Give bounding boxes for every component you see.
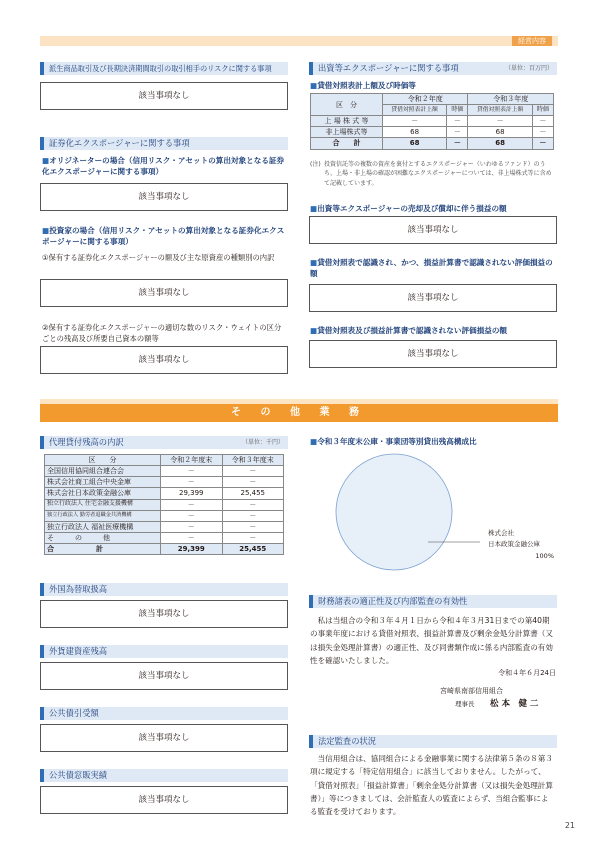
audit-body: 私は当組合の令和３年４月１日から令和４年３月31日までの第40期の事業年度における貸借対照表、損益計算書及び剰余金処分計算書（又は損失金処理計算書）の適正性、及び同書類作成に係る内部監査の有効性を確認いたしました。 — [310, 616, 553, 665]
header-bar — [40, 36, 558, 46]
equity-sale-subheading: ■ 出資等エクスポージャーの売却及び償却に伴う損益の額 — [310, 203, 556, 214]
investor-subheading: ■ 投資家の場合（信用リスク・アセットの算出対象となる証券化エクスポージャーに関する事項） — [42, 225, 288, 247]
originator-box: 該当事項なし — [40, 183, 288, 211]
cell: － — [447, 116, 468, 127]
table-row — [45, 532, 284, 543]
derivatives-section-title: 派生商品取引及び長期決済期間取引の取引相手のリスクに関する事項 — [40, 62, 288, 75]
equity-sale-box: 該当事項なし — [309, 216, 557, 244]
table-total-row — [45, 544, 284, 555]
equity-bs-box: 該当事項なし — [309, 284, 557, 312]
fx-title: 外国為替取扱高 — [40, 583, 288, 596]
cell: － — [161, 521, 223, 532]
cell: 25,455 — [222, 544, 284, 555]
equity-col-fv1: 時価 — [447, 105, 468, 116]
row-label: 合 計 — [45, 544, 161, 555]
equity-col-category: 区 分 — [311, 94, 383, 116]
fx-box: 該当事項なし — [40, 600, 288, 628]
equity-col-bs2: 貸借対照表計上額 — [468, 105, 532, 116]
equity-col-bs1: 貸借対照表計上額 — [383, 105, 447, 116]
table-row — [45, 499, 284, 510]
equity-col-y2: 令和３年度 — [468, 94, 554, 105]
cell: － — [447, 127, 468, 138]
table-row — [311, 127, 554, 138]
cell: － — [222, 477, 284, 488]
cell: － — [161, 532, 223, 543]
row-label: 合 計 — [311, 138, 383, 149]
page-number: 21 — [564, 821, 575, 830]
header-tag: 経営内容 — [512, 36, 552, 46]
pie-label-line1: 株式会社 — [488, 529, 514, 537]
loan-col-category: 区 分 — [45, 455, 161, 466]
cell: － — [222, 499, 284, 510]
equity-footnote — [310, 160, 556, 188]
securitization-section-title: 証券化エクスポージャーに関する事項 — [40, 137, 288, 150]
audit-role: 理事長 — [455, 700, 475, 708]
public-bond-underwriting-title: 公共債引受額 — [40, 707, 288, 720]
row-label: 株式会社商工組合中央金庫 — [45, 477, 161, 488]
table-total-row — [311, 138, 554, 149]
cell: － — [161, 477, 223, 488]
row-label: 独立行政法人 勤労者退職金共済機構 — [45, 510, 161, 521]
cell: － — [161, 499, 223, 510]
cell: 68 — [468, 138, 532, 149]
cell: － — [383, 116, 447, 127]
cell: － — [161, 466, 223, 477]
cell: － — [468, 116, 532, 127]
public-bond-sales-box: 該当事項なし — [40, 786, 288, 814]
equity-unrecognized-subheading: ■ 貸借対照表及び損益計算書で認識されない評価損益の額 — [310, 325, 556, 336]
agency-loan-title: 代理貸付残高の内訳 （単位：千円） — [40, 436, 288, 449]
cell: － — [222, 466, 284, 477]
agency-loan-unit: （単位：千円） — [241, 439, 284, 446]
audit-title: 財務諸表の適正性及び内部監査の有効性 — [309, 595, 557, 608]
cell: － — [222, 510, 284, 521]
pie-slice-jfc — [336, 454, 452, 570]
agency-loan-table — [44, 454, 284, 555]
legal-audit-title: 法定監査の状況 — [309, 735, 557, 748]
pie-label-pct: 100% — [535, 552, 554, 560]
equity-bs-subheading: ■ 貸借対照表で認識され、かつ、損益計算書で認識されない評価損益の額 — [310, 257, 556, 279]
cell: 29,399 — [161, 488, 223, 499]
table-row — [45, 510, 284, 521]
row-label: 上 場 株 式 等 — [311, 116, 383, 127]
audit-name: 松 本 健 二 — [490, 699, 539, 709]
loan-col-y1: 令和２年度末 — [161, 455, 223, 466]
cell: － — [222, 521, 284, 532]
cell: 68 — [383, 138, 447, 149]
cell: － — [161, 510, 223, 521]
footnote-mark: (注) — [310, 161, 321, 168]
originator-subheading: ■ オリジネーターの場合（信用リスク・アセットの算出対象となる証券化エクスポージャーに関する事項） — [42, 155, 288, 177]
investor-item-2: ②保有する証券化エクスポージャーの適切な数のリスク・ウェイトの区分ごとの残高及び所要自己資本の額等 — [42, 323, 282, 344]
investor-box-1: 該当事項なし — [40, 279, 288, 307]
footnote-text: 投資信託等の複数の資産を裏付とするエクスポージャー（いわゆるファンド）のうち、上場・非上場の確認が困難なエクスポージャーについては、非上場株式等に含めて記載しています。 — [324, 161, 552, 187]
public-bond-underwriting-box: 該当事項なし — [40, 724, 288, 752]
equity-table-subheading: ■ 貸借対照表計上額及び時価等 — [310, 80, 556, 91]
other-business-band: そ の 他 業 務 — [40, 404, 558, 422]
cell: 25,455 — [222, 488, 284, 499]
row-label: 独立行政法人 福祉医療機構 — [45, 521, 161, 532]
derivatives-box: 該当事項なし — [40, 82, 288, 110]
foreign-assets-title: 外貨建資産残高 — [40, 645, 288, 658]
audit-org: 宮崎県南部信用組合 — [440, 687, 503, 695]
foreign-assets-box: 該当事項なし — [40, 662, 288, 690]
equity-table — [310, 93, 554, 150]
cell: 68 — [468, 127, 532, 138]
cell: － — [532, 116, 553, 127]
equity-col-y1: 令和２年度 — [383, 94, 468, 105]
loan-col-y2: 令和３年度末 — [222, 455, 284, 466]
legal-audit-body: 当信用組合は、協同組合による金融事業に関する法律第５条の８第３項に規定する「特定信用組合」に該当しておりません。したがって、「貸借対照表」「損益計算書」「剰余金処分計算書（又は損失金処理計算書）」等につきましては、会計監査人の監査によらず、当組合監事による監査を受けております。 — [310, 754, 553, 817]
row-label: そ の 他 — [45, 532, 161, 543]
row-label: 全国信用協同組合連合会 — [45, 466, 161, 477]
table-row — [311, 116, 554, 127]
equity-unrecognized-box: 該当事項なし — [309, 340, 557, 368]
table-row — [45, 477, 284, 488]
row-label: 株式会社日本政策金融公庫 — [45, 488, 161, 499]
equity-col-fv2: 時価 — [532, 105, 553, 116]
chart-title: ■ 令和３年度末公庫・事業団等別貸出残高構成比 — [310, 436, 556, 447]
cell: 68 — [383, 127, 447, 138]
table-row — [45, 466, 284, 477]
pie-chart — [310, 450, 558, 580]
equity-section-title: 出資等エクスポージャーに関する事項 （単位：百万円） — [309, 62, 557, 75]
table-row — [45, 521, 284, 532]
public-bond-sales-title: 公共債窓販実績 — [40, 769, 288, 782]
equity-unit: （単位：百万円） — [504, 65, 553, 72]
cell: － — [222, 532, 284, 543]
cell: － — [532, 138, 553, 149]
cell: 29,399 — [161, 544, 223, 555]
investor-box-2: 該当事項なし — [40, 346, 288, 374]
cell: － — [532, 127, 553, 138]
row-label: 独立行政法人 住宅金融支援機構 — [45, 499, 161, 510]
cell: － — [447, 138, 468, 149]
investor-item-1: ①保有する証券化エクスポージャーの額及び主な原資産の種類別の内訳 — [42, 253, 275, 262]
audit-date: 令和４年６月24日 — [498, 669, 556, 677]
row-label: 非上場株式等 — [311, 127, 383, 138]
pie-label-line2: 日本政策金融公庫 — [488, 540, 540, 548]
table-row — [45, 488, 284, 499]
